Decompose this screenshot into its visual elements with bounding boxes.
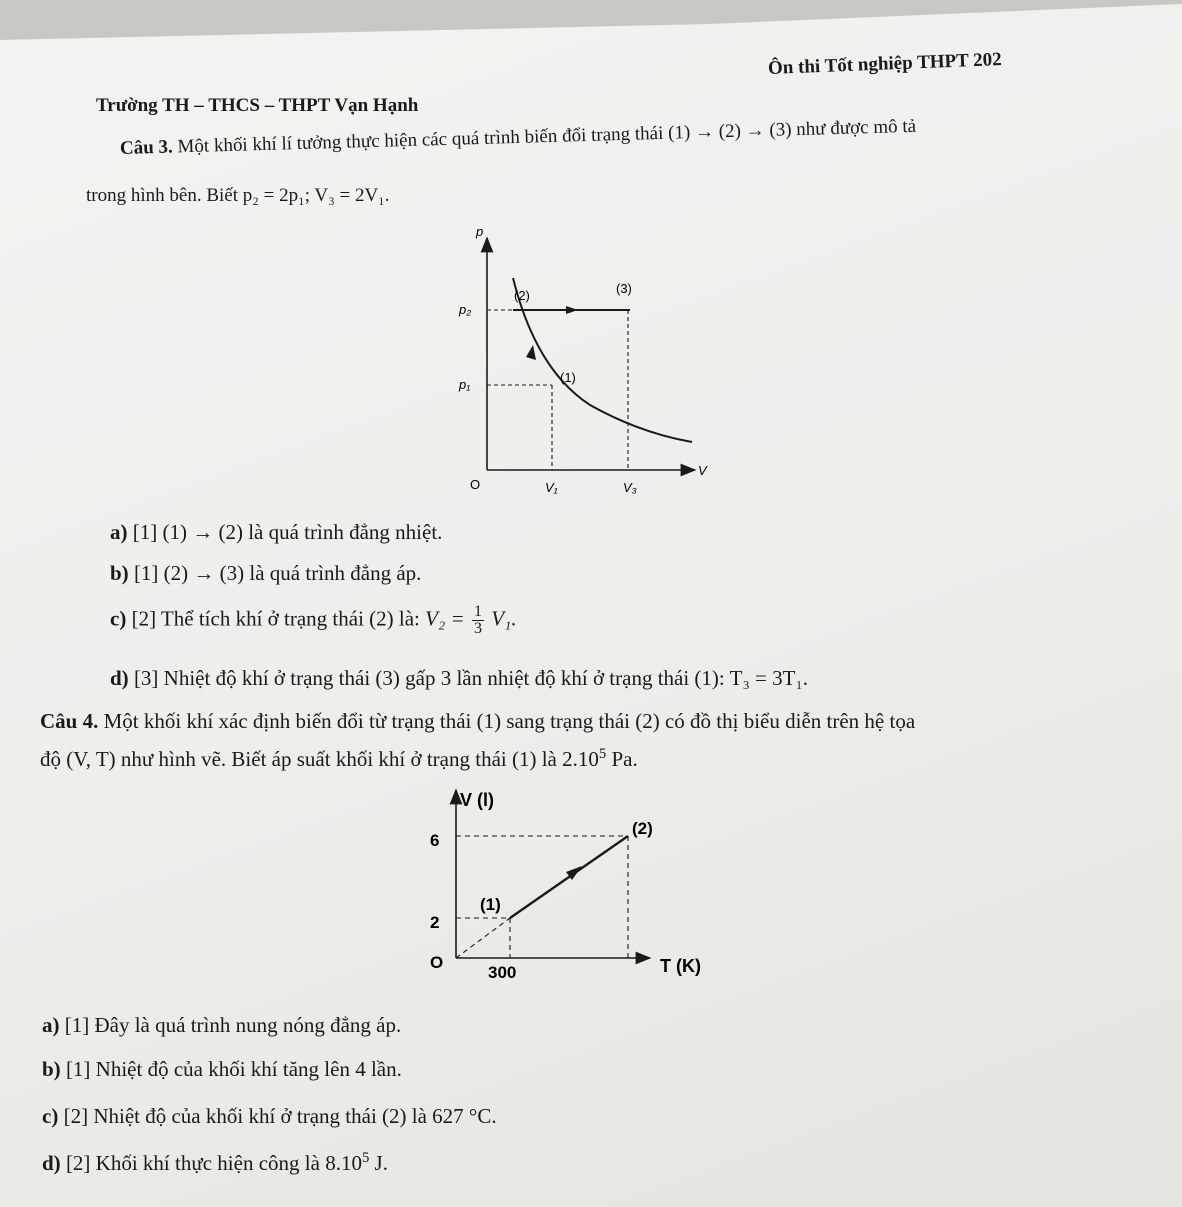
q3-option-c-fraction [472,604,484,637]
q4-intro-line1 [40,709,915,734]
q3-option-c [110,604,517,637]
q3-option-d-text: [3] Nhiệt độ khí ở trạng thái (3) gấp 3 lần nhiệt độ khí ở trạng thái (1): T₃ = 3T₁. [133,666,809,690]
q3-v3-label: V₃ [623,480,637,495]
q4-option-d [42,1150,388,1176]
q3-intro-line2 [86,185,390,207]
q3-option-a-label: a) [110,520,128,544]
q3-p1-label: p₁ [459,377,471,392]
q4-pressure-exp: 5 [598,746,607,762]
q3-option-d [110,666,808,691]
q4-work-unit: J. [374,1151,388,1175]
q4-option-b-label: b) [42,1057,61,1081]
q3-option-c-formula-rhs: V₁. [491,606,517,631]
q4-option-b [42,1057,402,1082]
q3-text-2: trong hình bên. Biết [86,185,238,206]
q4-state1-label: (1) [480,895,501,914]
q4-text-2: độ (V, T) như hình vẽ. Biết áp suất khối khí ở trạng thái (1) là [40,747,557,771]
q4-option-b-text: [1] Nhiệt độ của khối khí tăng lên 4 lần. [65,1057,402,1081]
q4-pressure-unit: Pa. [611,747,638,771]
q4-option-a [42,1013,401,1038]
q4-option-c-text: [2] Nhiệt độ của khối khí ở trạng thái (2) là 627 °C. [63,1104,497,1128]
fraction-denominator: 3 [473,620,482,637]
q4-state2-label: (2) [632,819,653,838]
q3-option-c-label: c) [110,606,127,631]
fraction-numerator: 1 [473,603,482,620]
q4-origin-label: O [430,953,444,972]
q4-v2-label: 2 [430,913,440,932]
q4-vt-graph [410,780,740,990]
q4-option-a-label: a) [42,1013,60,1037]
q3-option-b [110,561,421,586]
q4-process-line [510,836,628,918]
q3-isotherm-curve [513,278,692,442]
q3-option-b-text: [1] (2) → (3) là quá trình đẳng áp. [133,561,422,585]
q3-v-axis-label: V [698,463,707,478]
q4-work-base: 8.10 [325,1151,362,1175]
q3-label: Câu 3. [119,136,174,159]
q4-label: Câu 4. [40,709,99,733]
q3-state3-label: (3) [616,281,632,296]
q4-option-c-label: c) [42,1104,59,1128]
q4-v6-label: 6 [430,831,440,850]
exam-title: Ôn thi Tốt nghiệp THPT 202 [767,49,1003,79]
q4-intro-line2 [40,746,638,772]
q4-pressure-base: 2.10 [562,747,599,771]
q3-pv-graph [440,220,730,510]
q3-isotherm-arrow [526,345,536,360]
q3-given: p₂ = 2p₁; V₃ = 2V₁. [242,185,390,206]
q4-origin-extension [456,918,510,958]
q3-option-c-text: [2] Thể tích khí ở trạng thái (2) là: [131,606,420,631]
q4-option-d-label: d) [42,1151,61,1175]
q3-text: Một khối khí lí tưởng thực hiện các quá trình biến đổi trạng thái (1) → (2) → (3) như được mô tả [177,115,917,158]
q3-state2-label: (2) [514,288,530,303]
q4-option-c [42,1104,497,1129]
q3-option-b-label: b) [110,561,129,585]
q3-option-a-text: [1] (1) → (2) là quá trình đẳng nhiệt. [132,520,443,544]
q3-state1-label: (1) [560,370,576,385]
q3-option-c-formula-lhs: V₂ = [425,606,465,631]
q3-origin-label: O [470,477,481,492]
q4-text: Một khối khí xác định biến đổi từ trạng thái (1) sang trạng thái (2) có đồ thị biểu diễn trên hệ tọa [103,709,916,733]
q3-option-a [110,520,442,545]
q4-t300-label: 300 [488,963,517,982]
q3-p-axis-label: p [476,224,484,239]
q3-p2-label: p₂ [459,302,472,317]
q4-option-a-text: [1] Đây là quá trình nung nóng đẳng áp. [64,1013,402,1037]
q4-work-exp: 5 [361,1150,370,1166]
q3-option-d-label: d) [110,666,129,690]
q3-isobar-arrow [566,306,578,314]
q4-option-d-text: [2] Khối khí thực hiện công là [65,1151,320,1175]
q4-v-axis-label: V (l) [460,790,494,810]
q3-v1-label: V₁ [545,480,558,495]
q4-t-axis-label: T (K) [660,956,701,976]
school-name: Trường TH – THCS – THPT Vạn Hạnh [96,95,419,116]
